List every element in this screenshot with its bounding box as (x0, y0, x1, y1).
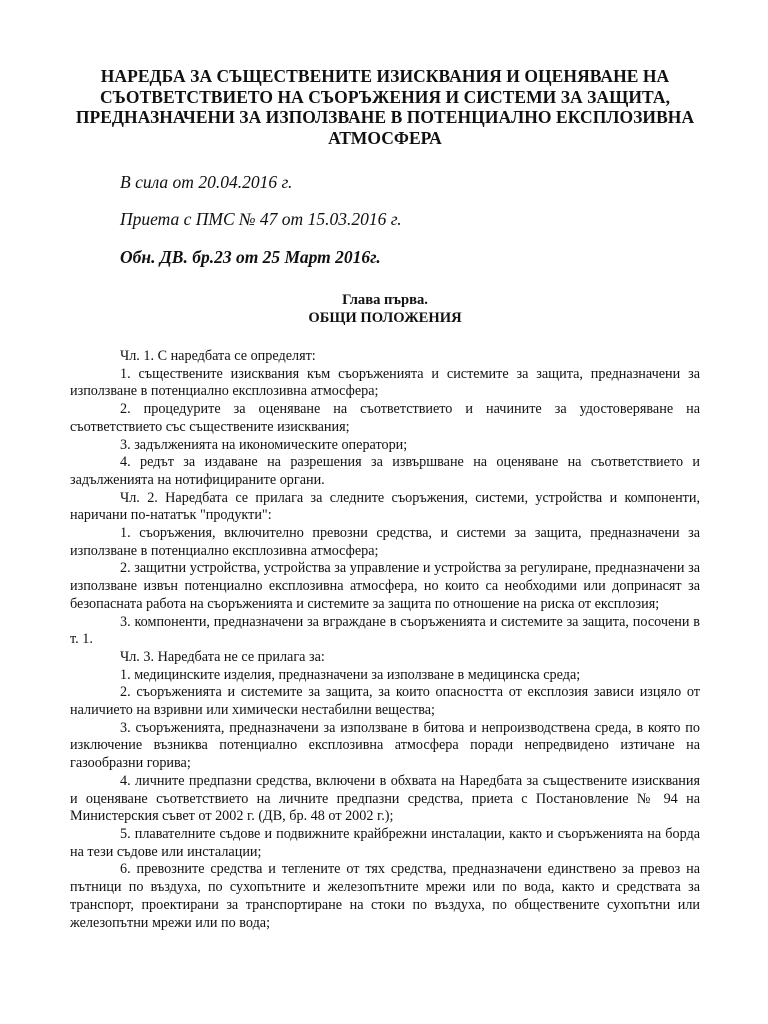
paragraph: 2. съоръженията и системите за защита, за които опасността от експлозия зависи изцяло от наличието на взривни или химически нестабилни вещества; (70, 684, 700, 719)
document-page (70, 0, 700, 932)
chapter-title: ОБЩИ ПОЛОЖЕНИЯ (308, 310, 462, 326)
paragraph: 5. плавателните съдове и подвижните крайбрежни инсталации, както и съоръженията на борда на тези съдове или инсталации; (70, 825, 700, 860)
paragraph: 3. компоненти, предназначени за вграждане в съоръженията и системите за защита, посочени в т. 1. (70, 613, 700, 648)
paragraph: 4. редът за издаване на разрешения за извършване на оценяване на съответствието и задълженията на нотифицираните органи. (70, 454, 700, 488)
chapter-label: Глава първа. (342, 292, 428, 308)
document-body (70, 348, 700, 932)
paragraph: Чл. 1. С наредбата се определят: (120, 348, 316, 364)
document-title: НАРЕДБА ЗА СЪЩЕСТВЕНИТЕ ИЗИСКВАНИЯ И ОЦЕНЯВАНЕ НА СЪОТВЕТСТВИЕТО НА СЪОРЪЖЕНИЯ И СИСТЕМИ ЗА ЗАЩИТА, ПРЕДНАЗНАЧЕНИ ЗА ИЗПОЛЗВАНЕ В ПОТЕНЦИАЛНО ЕКСПЛОЗИВНА АТМОСФЕРА (75, 66, 695, 148)
paragraph: 1. съоръжения, включително превозни средства, и системи за защита, предназначени за използване в потенциално експлозивна атмосфера; (70, 525, 700, 559)
effective-date: В сила от 20.04.2016 г. (120, 172, 293, 192)
paragraph: 2. защитни устройства, устройства за управление и устройства за регулиране, предназначени за използване извън потенциално експлозивна атмосфера, но които са необходими или допринасят за безопасната работа на съоръженията и системите за защита по отношение на риска от експлозия; (70, 560, 700, 612)
paragraph: 2. процедурите за оценяване на съответствието и начините за удостоверяване на съответствието със съществените изисквания; (70, 401, 700, 435)
paragraph: Чл. 3. Наредбата не се прилага за: (120, 648, 325, 665)
paragraph: 3. задълженията на икономическите оператори; (120, 436, 408, 453)
paragraph: 1. съществените изисквания към съоръженията и системите за защита, предназначени за използване в потенциално експлозивна атмосфера; (70, 365, 700, 400)
paragraph: 6. превозните средства и теглените от тях средства, предназначени единствено за превоз на пътници по въздуха, по сухопътните и железопътните мрежи или по вода, както и средствата за транспорт, проектирани за транспортиране на стоки по въздуха, по обществените сухопътни или железопътни мрежи или по вода; (70, 861, 700, 931)
publication-info: Обн. ДВ. бр.23 от 25 Март 2016г. (120, 247, 381, 267)
paragraph: 4. личните предпазни средства, включени в обхвата на Наредбата за съществените изисквания и оценяване съответствието на личните предпазни средства, приета с Постановление № 94 на Министерския съвет от 2002 г. (ДВ, бр. 48 от 2002 г.); (70, 772, 700, 825)
paragraph: 1. медицинските изделия, предназначени за използване в медицинска среда; (120, 666, 581, 683)
paragraph: Чл. 2. Наредбата се прилага за следните съоръжения, системи, устройства и компоненти, наричани по-нататък "продукти": (70, 489, 700, 524)
paragraph: 3. съоръженията, предназначени за използване в битова и непроизводствена среда, в която по изключение възниква потенциално експлозивна атмосфера поради непредвидено изтичане на газообразни горива; (70, 719, 700, 772)
adoption-info: Приета с ПМС № 47 от 15.03.2016 г. (120, 209, 402, 229)
